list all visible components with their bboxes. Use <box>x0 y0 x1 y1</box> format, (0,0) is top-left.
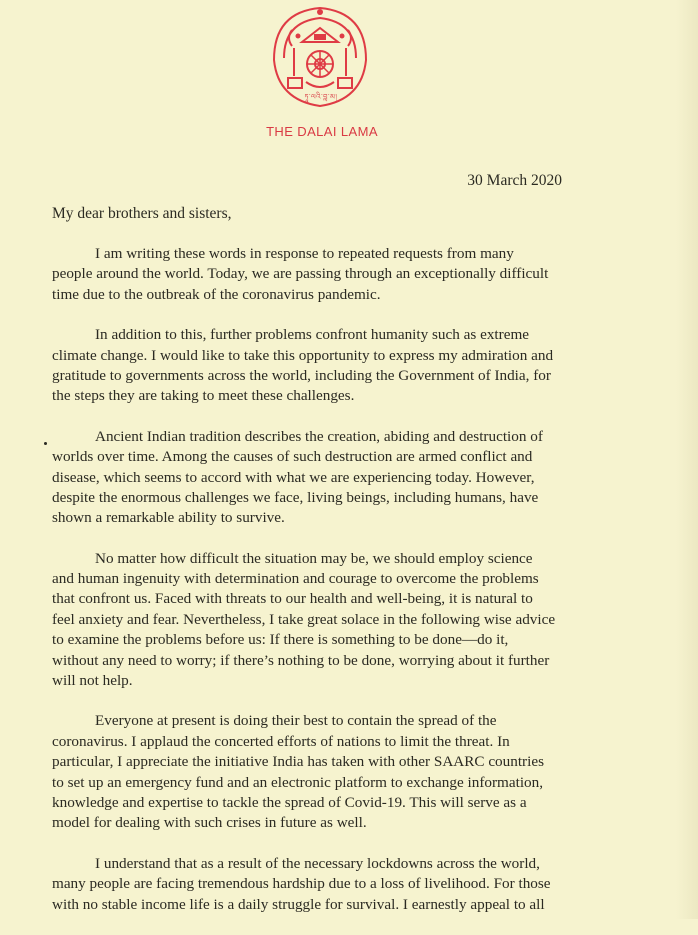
text-line: No matter how difficult the situation may be, we should employ science <box>95 549 533 567</box>
text-line: will not help. <box>52 672 133 690</box>
text-line: Ancient Indian tradition describes the creation, abiding and destruction of <box>95 427 543 445</box>
text-line: that confront us. Faced with threats to our health and well-being, it is natural to <box>52 590 533 608</box>
paragraph <box>52 244 612 305</box>
text-line: many people are facing tremendous hardship due to a loss of livelihood. For those <box>52 875 551 893</box>
text-line: despite the enormous challenges we face, living beings, including humans, have <box>52 488 539 506</box>
letter-date: 30 March 2020 <box>467 172 562 189</box>
text-line: time due to the outbreak of the coronavirus pandemic. <box>52 285 381 303</box>
text-line: particular, I appreciate the initiative India has taken with other SAARC countries <box>52 753 544 771</box>
paragraph <box>52 549 612 692</box>
letter-body <box>52 244 612 935</box>
text-line: knowledge and expertise to tackle the spread of Covid-19. This will serve as a <box>52 793 527 811</box>
text-line: and human ingenuity with determination and courage to overcome the problems <box>52 570 539 588</box>
text-line: without any need to worry; if there’s nothing to be done, worrying about it further <box>52 651 550 669</box>
text-line: In addition to this, further problems confront humanity such as extreme <box>95 326 530 344</box>
text-line: coronavirus. I applaud the concerted efforts of nations to limit the threat. In <box>52 732 510 750</box>
paragraph <box>52 325 612 407</box>
text-line: I am writing these words in response to repeated requests from many <box>95 245 514 262</box>
text-line: with no stable income life is a daily struggle for survival. I earnestly appeal to all <box>52 895 545 913</box>
text-line: feel anxiety and fear. Nevertheless, I take great solace in the following wise advice <box>52 610 556 628</box>
page-edge-shadow <box>676 0 698 919</box>
text-line: disease, which seems to accord with what we are experiencing today. However, <box>52 468 535 486</box>
text-line: to examine the problems before us: If there is something to be done—do it, <box>52 631 509 649</box>
paragraph <box>52 427 612 529</box>
salutation: My dear brothers and sisters, <box>52 205 232 222</box>
text-line: worlds over time. Among the causes of such destruction are armed conflict and <box>52 448 533 466</box>
text-line: people around the world. Today, we are passing through an exceptionally difficult <box>52 265 549 283</box>
text-line: model for dealing with such crises in future as well. <box>52 814 367 832</box>
text-line: Everyone at present is doing their best to contain the spread of the <box>95 712 497 730</box>
text-line: gratitude to governments across the world, including the Government of India, for <box>52 366 551 384</box>
text-line: to set up an emergency fund and an electronic platform to exchange information, <box>52 773 544 791</box>
letterhead-title: THE DALAI LAMA <box>266 124 378 139</box>
paragraph <box>52 854 612 915</box>
text-line: shown a remarkable ability to survive. <box>52 509 285 527</box>
paragraph <box>52 711 612 833</box>
text-line: climate change. I would like to take this opportunity to express my admiration and <box>52 346 554 364</box>
text-line: I understand that as a result of the necessary lockdowns across the world, <box>95 854 540 872</box>
margin-mark <box>44 442 47 445</box>
seal-caption: ཏཱ་ལའི་བླ་མ། <box>304 93 338 101</box>
text-line: the steps they are taking to meet these challenges. <box>52 387 355 405</box>
